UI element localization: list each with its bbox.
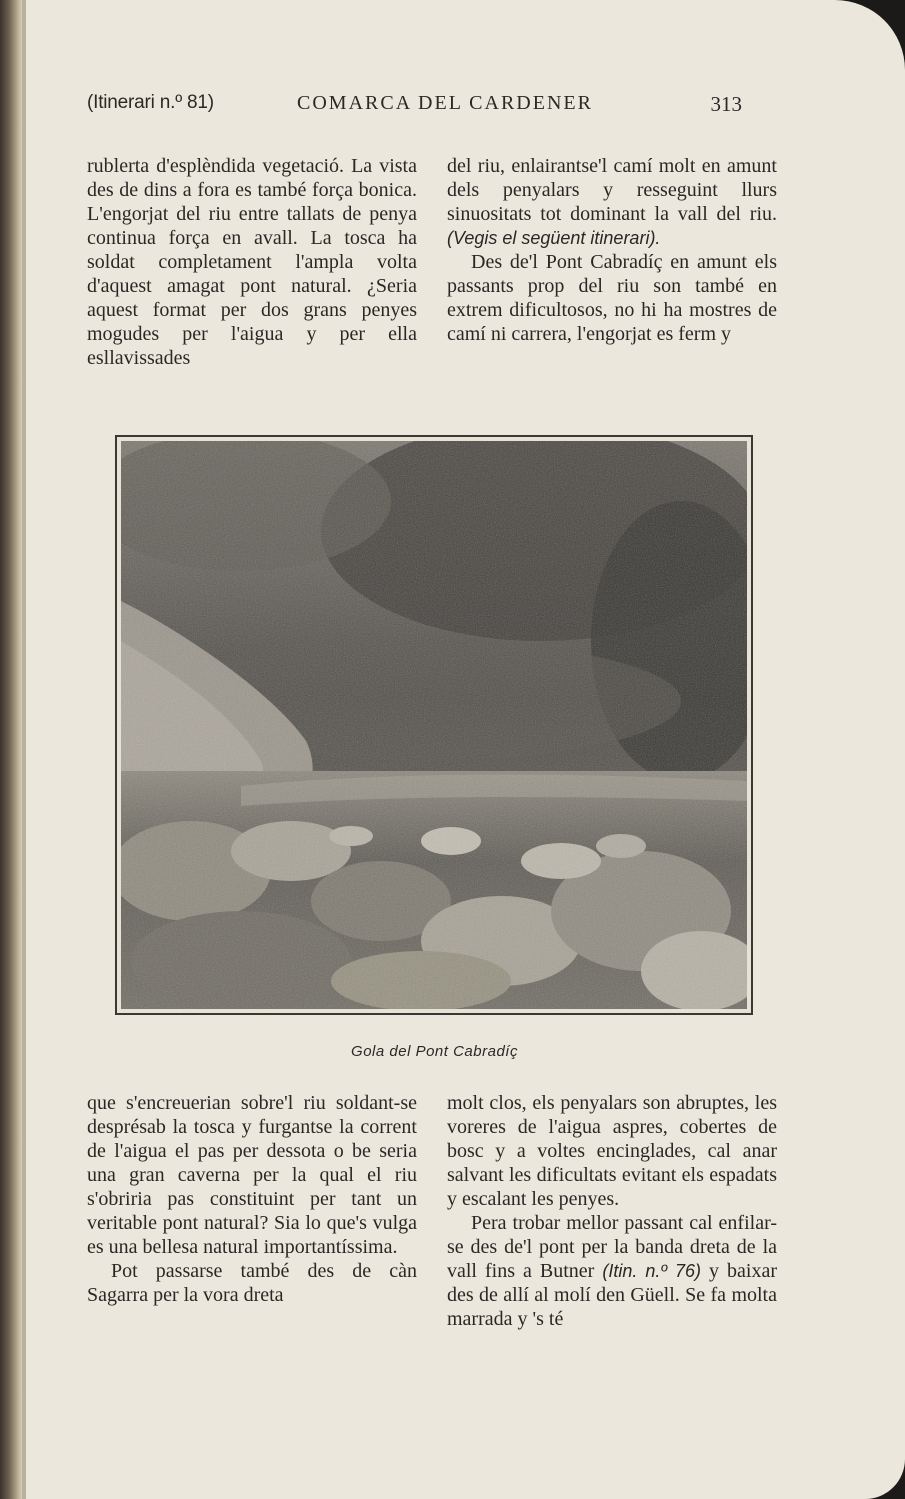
page-number: 313: [710, 92, 742, 116]
running-header: [87, 92, 742, 122]
top-right-column: [447, 154, 777, 346]
figure-caption: Gola del Pont Cabradíç: [351, 1043, 518, 1060]
itinerary-reference: (Itinerari n.º 81): [87, 92, 214, 113]
paragraph: [447, 154, 777, 250]
paragraph: que s'encreuerian sobre'l riu soldant-se desprésab la tosca y furgantse la corrent de l'aigua el pas per dessota o be seria una gran caverna per la qual el riu s'obriria pas constituint per tant un veritable pont natural? Sia lo que's vulga es una bellesa natural importantíssima.: [87, 1092, 417, 1258]
section-title: COMARCA DEL CARDENER: [297, 92, 593, 114]
paragraph-text: del riu, enlairantse'l camí molt en amunt dels penyalars y resseguint llurs sinuositats tot dominant la vall del riu.: [447, 155, 777, 225]
page-gutter: [22, 0, 26, 1499]
gorge-photograph: [121, 441, 747, 1009]
paragraph: Des de'l Pont Cabradíç en amunt els passants prop del riu son també en extrem dificultosos, no hi ha mostres de camí ni carrera, l'engorjat es ferm y: [447, 251, 777, 345]
paragraph-text: Pera trobar mellor passant cal enfilar-se des de'l pont per la banda dreta de la vall fins a Butner: [447, 1212, 777, 1282]
photograph-frame: [115, 435, 753, 1015]
bottom-right-column: [447, 1091, 777, 1331]
itinerary-cross-reference: (Vegis el següent itinerari).: [447, 228, 661, 248]
paragraph: molt clos, els penyalars son abruptes, les voreres de l'aigua aspres, cobertes de bosc y a voltes encinglades, cal anar salvant les dificultats evitant els espadats y escalant les penyes.: [447, 1092, 777, 1210]
paragraph: rublerta d'esplèndida vegetació. La vista des de dins a fora es també força bonica. L'engorjat del riu entre tallats de penya continua força en avall. La tosca ha soldat completament l'ampla volta d'aquest amagat pont natural. ¿Seria aquest format per dos grans penyes mogudes per l'aigua y per ella esllavissades: [87, 155, 417, 369]
paragraph: [447, 1211, 777, 1331]
book-spine: [0, 0, 22, 1499]
bottom-left-column: [87, 1091, 417, 1307]
itinerary-cross-reference: (Itin. n.º 76): [602, 1261, 701, 1281]
paragraph: Pot passarse també des de càn Sagarra per la vora dreta: [87, 1260, 417, 1306]
book-page: [22, 0, 905, 1499]
paragraph-text: y baixar des de allí al molí den Güell. Se fa molta marrada y 's té: [447, 1260, 777, 1330]
top-left-column: [87, 154, 417, 370]
